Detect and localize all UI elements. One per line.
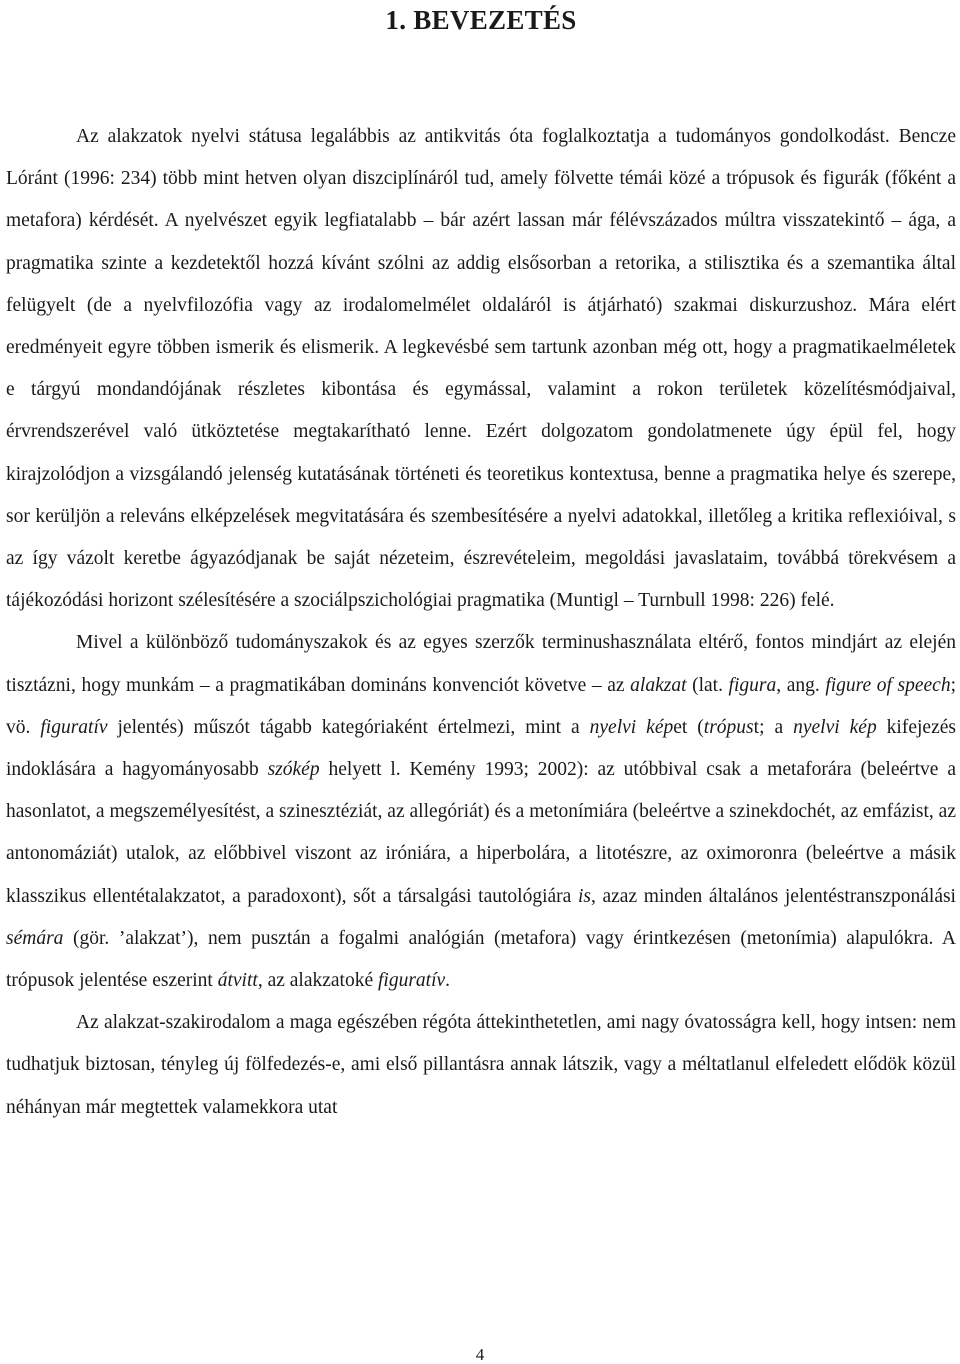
term-figure-of-speech: figure of speech bbox=[825, 674, 951, 696]
document-page bbox=[6, 0, 956, 1129]
paragraph-terminology: Mivel a különböző tudományszakok és az egyes szerzők terminushasználata eltérő, fontos mindjárt az elején tisztázni, hogy munkám – a pragmatikában domináns konvenciót követve – az alakzat (lat. figura, ang. figure of speech; vö. figuratív jelentés) műszót tágabb kategóriaként értelmezi, mint a nyelvi képet (trópust; a nyelvi kép kifejezés indoklására a hagyományosabb szókép helyett l. Kemény 1993; 2002): az utóbbival csak a metaforára (beleértve a hasonlatot, a megszemélyesítést, a szinesztéziát, az allegóriát) és a metonímiára (beleértve a szinekdochét, az emfázist, az antonomáziát) utalok, az előbbivel viszont az iróniára, a hiperbolára, a litotészre, az oximoronra (beleértve a másik klasszikus ellentétalakzatot, a paradoxont), sőt a társalgási tautológiára is, azaz minden általános jelentéstranszponálási sémára (gör. ’alakzat’), nem pusztán a fogalmi analógián (metafora) vagy érintkezésen (metonímia) alapulókra. A trópusok jelentése eszerint átvitt, az alakzatoké figuratív. bbox=[6, 632, 957, 992]
page-number: 4 bbox=[475, 1345, 485, 1364]
term-szokep: szókép bbox=[267, 759, 320, 781]
term-figurativ: figuratív bbox=[40, 716, 108, 738]
term-atvitt: átvitt bbox=[217, 970, 258, 992]
term-nyelvi-kep: nyelvi kép bbox=[589, 716, 674, 738]
term-nyelvi-kep-2: nyelvi kép bbox=[793, 716, 877, 738]
term-tropus: trópus bbox=[703, 716, 754, 738]
term-figurativ-2: figuratív bbox=[377, 970, 446, 992]
term-figura: figura bbox=[728, 674, 777, 696]
paragraph-literature: Az alakzat-szakirodalom a maga egészében régóta áttekinthetetlen, ami nagy óvatosságra kell, hogy intsen: nem tudhatjuk biztosan, tényleg új fölfedezés-e, ami első pillantásra annak látszik, vagy a méltatlanul elfeledett elődök közül néhányan már megtettek valamekkora utat bbox=[6, 1012, 956, 1118]
term-semara: sémára bbox=[6, 927, 64, 949]
chapter-heading: 1. BEVEZETÉS bbox=[385, 5, 577, 35]
paragraph-intro: Az alakzatok nyelvi státusa legalábbis az antikvitás óta foglalkoztatja a tudományos gondolkodást. Bencze Lóránt (1996: 234) több mint hetven olyan diszciplínáról tud, amely fölvette témái közé a trópusok és figurák (főként a metafora) kérdését. A nyelvészet egyik legfiatalabb – bár azért lassan már félévszázados múltra visszatekintő – ága, a pragmatika szinte a kezdetektől hozzá kívánt szólni az addig elsősorban a retorika, a stilisztika és a szemantika által felügyelt (de a nyelvfilozófia vagy az irodalomelmélet oldaláról is átjárható) szakmai diskurzushoz. Mára elért eredményeit egyre többen ismerik és elismerik. A legkevésbé sem tartunk azonban még ott, hogy a pragmatikaelméletek e tárgyú mondandójának részletes kibontása és egymással, valamint a rokon területek közelítésmódjaival, érvrendszerével való ütköztetése megtakarítható lenne. Ezért dolgozatom gondolatmenete úgy épül fel, hogy kirajzolódjon a vizsgálandó jelenség kutatásának történeti és teoretikus kontextusa, benne a pragmatika helye és szerepe, sor kerüljön a releváns elképzelések megvitatására és szembesítésére a nyelvi adatokkal, illetőleg a kritika reflexióival, s az így vázolt keretbe ágyazódjanak be saját nézeteim, észrevételeim, megoldási javaslataim, továbbá törekvésem a tájékozódási horizont szélesítésére a szociálpszichológiai pragmatika (Muntigl – Turnbull 1998: 226) felé. bbox=[6, 126, 956, 612]
term-alakzat: alakzat bbox=[630, 674, 687, 696]
term-is: is bbox=[577, 885, 591, 907]
